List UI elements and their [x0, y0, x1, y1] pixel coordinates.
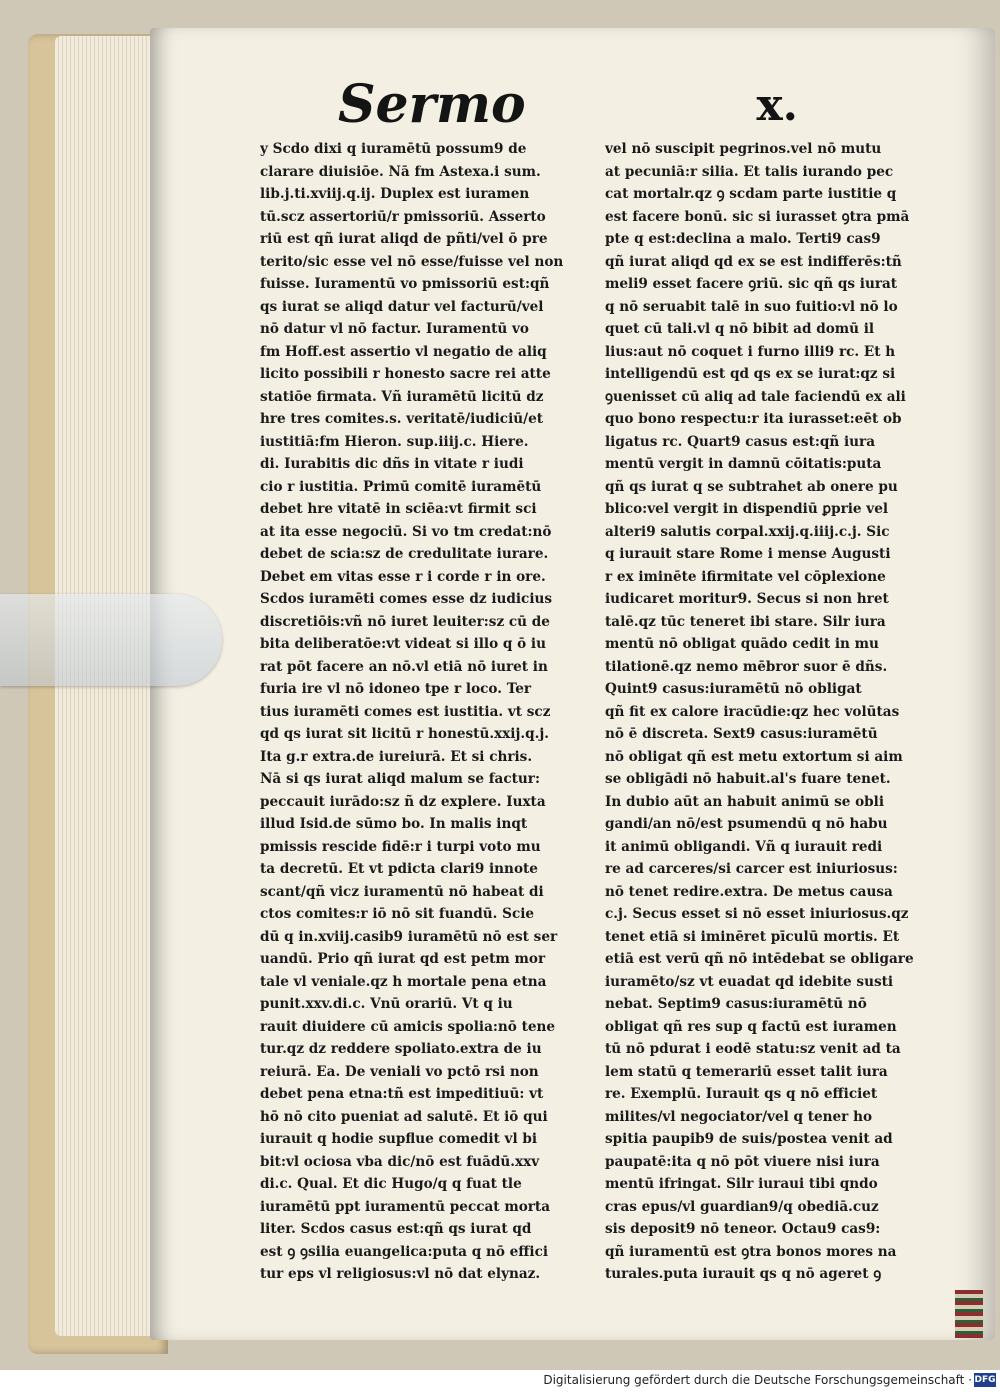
footer-bar — [0, 1370, 1000, 1392]
text-line: quo bono respectu:r ita iurasset:eēt ob — [605, 411, 902, 427]
page-clip — [0, 594, 222, 686]
text-line: at pecuniā:r silia. Et talis iurando pec — [605, 163, 894, 180]
text-line: intelligendū est qd qs ex se iurat:qz si — [605, 366, 896, 382]
text-line: blico:vel vergit in dispendiū ꝑprie vel — [605, 501, 889, 517]
text-line: iudicaret moritur9. Secus si non hret — [605, 591, 889, 607]
text-line: licito possibili r honesto sacre rei atte — [260, 366, 551, 382]
text-line: ctos comites:r iō nō sit fuandū. Scie — [260, 906, 535, 922]
text-line: est facere bonū. sic si iurasset ꝯtra pmā — [605, 208, 910, 225]
text-line: tū nō pdurat i eodē statu:sz venit ad ta — [605, 1041, 901, 1057]
text-line: Quint9 casus:iuramētū nō obligat — [605, 681, 862, 697]
text-line: sis deposit9 nō teneor. Octau9 cas9: — [605, 1221, 881, 1237]
header-folio: x. — [756, 80, 798, 131]
text-line: In dubio aūt an habuit animū se obli — [605, 793, 885, 810]
text-line: etiā est verū qñ nō intēdebat se obligare — [605, 951, 914, 967]
text-column-left — [260, 138, 600, 1286]
text-line: gandi/an nō/est psumendū q nō habu — [605, 816, 888, 832]
text-line: mentū nō obligat quādo cedit in mu — [605, 636, 879, 652]
text-line: tū.scz assertoriū/r pmissoriū. Asserto — [260, 208, 546, 225]
text-line: vel nō suscipit pegrinos.vel nō mutu — [605, 141, 882, 157]
text-line: hō nō cito pueniat ad salutē. Et iō qui — [260, 1108, 548, 1125]
page-stack — [55, 36, 165, 1336]
text-line: iustitiā:fm Hieron. sup.iiij.c. Hiere. — [260, 433, 529, 450]
text-line: est ꝯ ꝯsilia euangelica:puta q nō effici — [260, 1243, 549, 1260]
text-line: turales.puta iurauit qs q nō ageret ꝯ — [605, 1266, 882, 1282]
text-line: talē.qz tūc teneret ibi stare. Silr iura — [605, 613, 886, 630]
text-line: re ad carceres/si carcer est iniuriosus: — [605, 861, 898, 877]
text-line: alteri9 salutis corpal.xxij.q.iiij.c.j. Sic — [605, 523, 890, 540]
text-line: di. Iurabitis dic dñs in vitate r iudi — [260, 456, 524, 472]
text-line: tenet etiā si iminēret pīculū mortis. Et — [605, 928, 900, 945]
text-line: fuisse. Iuramentū vo pmissoriū est:qñ — [260, 276, 550, 292]
text-line: at ita esse negociū. Si vo tm credat:nō — [260, 523, 552, 540]
text-line: nō tenet redire.extra. De metus causa — [605, 883, 893, 900]
text-line: dū q in.xviij.casib9 iuramētū nō est ser — [260, 928, 558, 945]
text-line: debet pena etna:tñ est impeditiuū: vt — [260, 1086, 544, 1102]
text-line: qñ iurat aliqd qd ex se est indifferēs:tñ — [605, 253, 902, 270]
text-line: quet cū tali.vl q nō bibit ad domū il — [605, 321, 875, 337]
text-line: meli9 esset facere ꝯriū. sic qñ qs iurat — [605, 276, 898, 292]
running-header — [338, 74, 798, 140]
text-line: nō obligat qñ est metu extortum si aim — [605, 748, 903, 765]
text-line: Ita g.r extra.de iureiurā. Et si chris. — [260, 748, 533, 765]
text-line: q iurauit stare Rome i mense Augusti — [605, 546, 891, 562]
text-line: re. Exemplū. Iurauit qs q nō efficiet — [605, 1086, 878, 1102]
text-line: qñ qs iurat q se subtrahet ab onere pu — [605, 478, 898, 495]
text-line: terito/sic esse vel nō esse/fuisse vel non — [260, 253, 564, 270]
text-line: rat pōt facere an nō.vl etiā nō iuret in — [260, 658, 548, 675]
text-line: tale vl veniale.qz h mortale pena etna — [260, 973, 547, 990]
text-line: q nō seruabit talē in suo fuitio:vl nō lo — [605, 298, 898, 315]
text-line: illud Isid.de sūmo bo. In malis inqt — [260, 816, 528, 832]
text-line: tius iuramēti comes est iustitia. vt scz — [260, 703, 551, 720]
text-line: nebat. Septim9 casus:iuramētū nō — [605, 996, 867, 1012]
text-line: nō datur vl nō factur. Iuramentū vo — [260, 321, 529, 337]
text-line: tilationē.qz nemo mēbror suor ē dñs. — [605, 658, 888, 675]
text-line: Scdos iuramēti comes esse dz iudicius — [260, 591, 553, 607]
text-line: iuramēto/sz vt euadat qd idebite susti — [605, 973, 894, 990]
text-line: ta decretū. Et vt pdicta clari9 innote — [260, 861, 538, 877]
text-line: rauit diuidere cū amicis spolia:nō tene — [260, 1018, 556, 1035]
text-line: furia ire vl nō idoneo tpe r loco. Ter — [260, 681, 532, 697]
text-line: pmissis rescide fidē:r i turpi voto mu — [260, 838, 541, 855]
text-line: punit.xxv.di.c. Vnū orariū. Vt q iu — [260, 996, 513, 1012]
text-line: mentū ifringat. Silr iuraui tibi qndo — [605, 1176, 878, 1192]
text-line: peccauit iurādo:sz ñ dz explere. Iuxta — [260, 793, 546, 810]
text-line: iurauit q hodie supflue comedit vl bi — [260, 1131, 538, 1147]
text-line: qs iurat se aliqd datur vel facturū/vel — [260, 298, 544, 315]
text-line: c.j. Secus esset si nō esset iniuriosus.qz — [605, 906, 909, 922]
text-line: r ex iminēte ifirmitate vel cōplexione — [605, 568, 886, 585]
text-line: scant/qñ vicz iuramentū nō habeat di — [260, 883, 544, 900]
text-line: uandū. Prio qñ iurat qd est petm mor — [260, 951, 546, 967]
text-line: lius:aut nō coquet i furno illi9 rc. Et h — [605, 343, 896, 360]
footer-credit: Digitalisierung gefördert durch die Deutsche Forschungsgemeinschaft · — [543, 1373, 972, 1387]
text-line: nō ē discreta. Sext9 casus:iuramētū — [605, 726, 878, 742]
text-line: lem statū q temerariū esset talit iura — [605, 1063, 888, 1080]
text-line: clarare diuisiōe. Nā fm Astexa.i sum. — [260, 163, 541, 180]
text-line: statiōe firmata. Vñ iuramētū licitū dz — [260, 388, 544, 405]
text-line: di.c. Qual. Et dic Hugo/q q fuat tle — [260, 1176, 522, 1192]
text-line: qd qs iurat sit licitū r honestū.xxij.q.j. — [260, 726, 549, 742]
text-line: cras epus/vl guardian9/q obediā.cuz — [605, 1198, 879, 1215]
text-line: debet de scia:sz de credulitate iurare. — [260, 546, 549, 562]
text-line: Debet em vitas esse r i corde r in ore. — [260, 568, 546, 585]
text-line: ligatus rc. Quart9 casus est:qñ iura — [605, 433, 876, 450]
text-line: reiurā. Ea. De veniali vo pctō rsi non — [260, 1063, 539, 1080]
bookmark-ribbon — [955, 1290, 983, 1338]
header-title: Sermo — [338, 74, 526, 135]
text-line: se obligādi nō habuit.al's fuare tenet. — [605, 771, 891, 787]
text-line: fm Hoff.est assertio vl negatio de aliq — [260, 343, 547, 360]
text-line: discretiōis:vñ nō iuret leuiter:sz cū de — [260, 613, 550, 630]
text-line: paupatē:ita q nō pōt viuere nisi iura — [605, 1153, 880, 1170]
dfg-logo: DFG — [974, 1375, 996, 1385]
text-line: cat mortalr.qz ꝯ scdam parte iustitie q — [605, 186, 897, 202]
text-line: tur.qz dz reddere spoliato.extra de iu — [260, 1041, 542, 1057]
text-line: it animū obligandi. Vñ q iurauit redi — [605, 838, 883, 855]
text-line: obligat qñ res sup q factū est iuramen — [605, 1018, 897, 1035]
text-line: tur eps vl religiosus:vl nō dat elynaz. — [260, 1266, 541, 1282]
text-line: y Scdo dixi q iuramētū possum9 de — [260, 141, 527, 157]
text-line: milites/vl negociator/vel q tener ho — [605, 1108, 873, 1125]
text-column-right — [605, 138, 935, 1286]
text-line: ꝯuenisset cū aliq ad tale faciendū ex ali — [605, 388, 906, 405]
text-line: bit:vl ociosa vba dic/nō est fuādū.xxv — [260, 1153, 540, 1170]
text-line: cio r iustitia. Primū comitē iuramētū — [260, 478, 542, 495]
text-line: iuramētū ppt iuramentū peccat morta — [260, 1198, 551, 1215]
text-line: qñ iuramentū est ꝯtra bonos mores na — [605, 1243, 897, 1260]
text-line: hre tres comites.s. veritatē/iudiciū/et — [260, 411, 544, 427]
text-line: Nā si qs iurat aliqd malum se factur: — [260, 771, 540, 787]
text-line: bita deliberatōe:vt videat si illo q ō iu — [260, 636, 546, 652]
text-line: lib.j.ti.xviij.q.ij. Duplex est iuramen — [260, 186, 530, 202]
text-line: liter. Scdos casus est:qñ qs iurat qd — [260, 1221, 532, 1237]
text-line: pte q est:declina a malo. Terti9 cas9 — [605, 231, 881, 247]
text-line: qñ fit ex calore iracūdie:qz hec volūtas — [605, 703, 900, 720]
text-line: riū est qñ iurat aliqd de pñti/vel ō pre — [260, 231, 548, 247]
text-line: debet hre vitatē in sciēa:vt firmit sci — [260, 501, 537, 517]
text-line: spitia paupib9 de suis/postea venit ad — [605, 1131, 893, 1147]
text-line: mentū vergit in damnū cōitatis:puta — [605, 456, 882, 472]
